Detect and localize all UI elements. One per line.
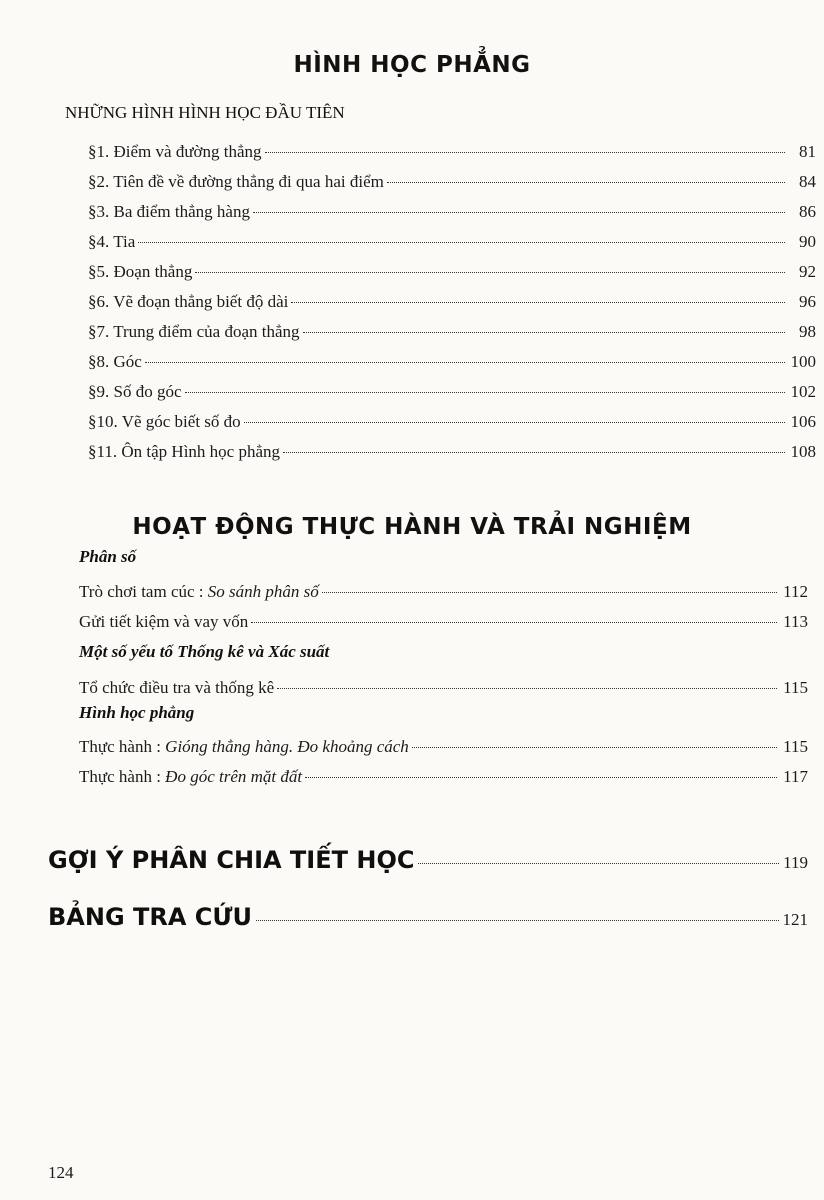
toc-entry-title: §11. Ôn tập Hình học phẳng (88, 442, 281, 461)
lesson-plan-entry[interactable] (48, 846, 808, 882)
dot-leader (244, 422, 785, 423)
index-title: BẢNG TRA CỨU (48, 903, 252, 931)
toc-entry[interactable] (88, 232, 816, 256)
toc-entry-page: 102 (790, 382, 816, 401)
category-statistics: Một số yếu tố Thống kê và Xác suất (79, 642, 330, 661)
toc-entry-page: 108 (790, 442, 816, 461)
dot-leader (253, 212, 785, 213)
dot-leader (195, 272, 785, 273)
dot-leader (145, 362, 785, 363)
toc-entry[interactable] (88, 322, 816, 346)
toc-entry[interactable] (79, 737, 808, 761)
toc-entry-title: §8. Góc (88, 352, 142, 371)
dot-leader (412, 747, 777, 748)
dot-leader (418, 863, 779, 864)
toc-entry-title: Thực hành : Gióng thẳng hàng. Đo khoảng cách (79, 737, 409, 756)
lesson-plan-title: GỢI Ý PHÂN CHIA TIẾT HỌC (48, 846, 415, 874)
category-fractions: Phân số (79, 547, 137, 566)
dot-leader (303, 332, 785, 333)
toc-entry-title: §6. Vẽ đoạn thẳng biết độ dài (88, 292, 289, 311)
toc-entry-title: §7. Trung điểm của đoạn thẳng (88, 322, 300, 341)
dot-leader (185, 392, 786, 393)
index-page: 121 (782, 910, 808, 929)
toc-entry[interactable] (88, 202, 816, 226)
toc-entry-title: §9. Số đo góc (88, 382, 182, 401)
toc-entry[interactable] (79, 612, 808, 636)
index-entry[interactable] (48, 903, 808, 939)
lesson-plan-page: 119 (783, 853, 808, 872)
toc-entry[interactable] (88, 262, 816, 286)
toc-entry-title: Thực hành : Đo góc trên mặt đất (79, 767, 303, 786)
toc-entry-title: Trò chơi tam cúc : So sánh phân số (79, 582, 319, 601)
toc-entry[interactable] (79, 582, 808, 606)
activities-heading: HOẠT ĐỘNG THỰC HÀNH VÀ TRẢI NGHIỆM (132, 514, 692, 540)
toc-entry-title: §1. Điểm và đường thẳng (88, 142, 262, 161)
toc-entry-page: 86 (799, 202, 816, 221)
dot-leader (251, 622, 777, 623)
toc-entry-page: 115 (783, 737, 808, 756)
toc-entry-page: 98 (799, 322, 816, 341)
category-plane-geometry: Hình học phẳng (79, 703, 195, 722)
dot-leader (305, 777, 777, 778)
toc-entry-page: 100 (790, 352, 816, 371)
toc-entry[interactable] (88, 352, 816, 376)
toc-entry-page: 113 (783, 612, 808, 631)
toc-entry-page: 117 (783, 767, 808, 786)
dot-leader (265, 152, 785, 153)
toc-entry[interactable] (88, 142, 816, 166)
toc-entry-page: 92 (799, 262, 816, 281)
dot-leader (387, 182, 785, 183)
toc-entry-page: 112 (783, 582, 808, 601)
dot-leader (138, 242, 785, 243)
toc-entry[interactable] (88, 172, 816, 196)
dot-leader (277, 688, 777, 689)
toc-entry[interactable] (88, 442, 816, 466)
dot-leader (322, 592, 777, 593)
page-number: 124 (48, 1163, 74, 1182)
toc-entry-title: Gửi tiết kiệm và vay vốn (79, 612, 249, 631)
toc-entry-title: §2. Tiên đề về đường thẳng đi qua hai điểm (88, 172, 384, 191)
toc-entry[interactable] (79, 767, 808, 791)
toc-entry-title: §3. Ba điểm thẳng hàng (88, 202, 250, 221)
toc-entry-title: Tổ chức điều tra và thống kê (79, 678, 275, 697)
toc-entry-title: §10. Vẽ góc biết số đo (88, 412, 241, 431)
toc-entry-title: §5. Đoạn thẳng (88, 262, 193, 281)
toc-entry-page: 90 (799, 232, 816, 251)
dot-leader (283, 452, 785, 453)
toc-entry-page: 115 (783, 678, 808, 697)
toc-entry-page: 106 (790, 412, 816, 431)
dot-leader (256, 920, 779, 921)
toc-entry[interactable] (79, 678, 808, 702)
toc-entry-page: 84 (799, 172, 816, 191)
toc-entry-page: 96 (799, 292, 816, 311)
geometry-subheading: NHỮNG HÌNH HÌNH HỌC ĐẦU TIÊN (65, 103, 345, 122)
dot-leader (291, 302, 785, 303)
toc-entry-page: 81 (799, 142, 816, 161)
toc-entry-title: §4. Tia (88, 232, 136, 251)
toc-entry[interactable] (88, 412, 816, 436)
toc-entry[interactable] (88, 382, 816, 406)
toc-entry[interactable] (88, 292, 816, 316)
geometry-heading: HÌNH HỌC PHẲNG (293, 52, 531, 78)
